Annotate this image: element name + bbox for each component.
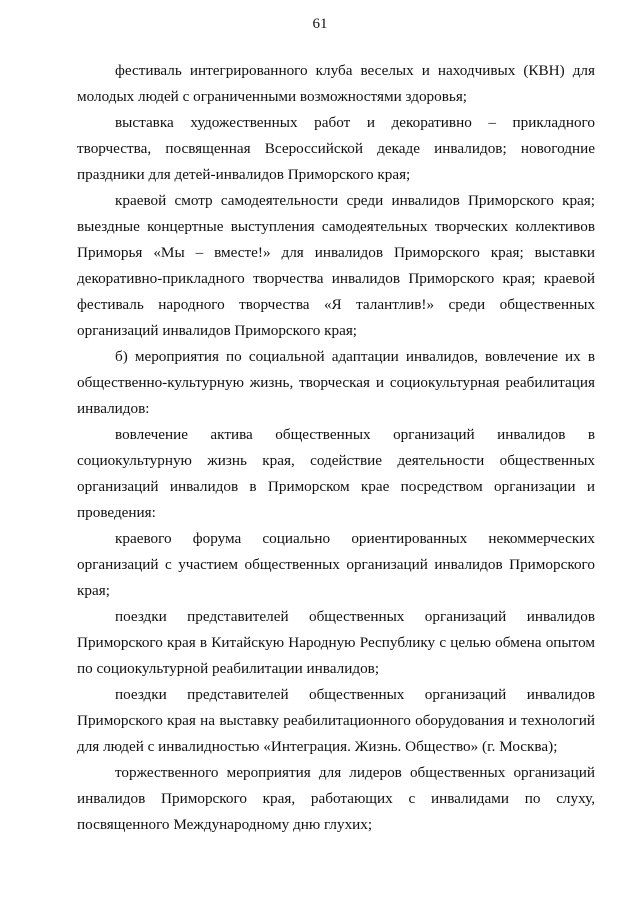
paragraph-kvn-festival: фестиваль интегрированного клуба веселых и находчивых (КВН) для молодых людей с ограниченными возможностями здоровья; [77, 62, 595, 105]
paragraph-social-adaptation: б) мероприятия по социальной адаптации инвалидов, вовлечение их в общественно-культурную жизнь, творческая и социокультурная реабилитация инвалидов: [77, 348, 595, 417]
paragraph-trip-moscow: поездки представителей общественных организаций инвалидов Приморского края на выставку реабилитационного оборудования и технологий для людей с инвалидностью «Интеграция. Жизнь. Общество» (г. Москва); [77, 686, 595, 755]
paragraph-regional-forum: краевого форума социально ориентированных некоммерческих организаций с участием общественных организаций инвалидов Приморского края; [77, 530, 595, 599]
paragraph-art-exhibition: выставка художественных работ и декоративно – прикладного творчества, посвященная Всероссийской декаде инвалидов; новогодние праздники для детей-инвалидов Приморского края; [77, 114, 595, 183]
paragraph-trip-china: поездки представителей общественных организаций инвалидов Приморского края в Китайскую Народную Республику с целью обмена опытом по социокультурной реабилитации инвалидов; [77, 608, 595, 677]
page-number: 61 [312, 16, 328, 32]
paragraph-deaf-day: торжественного мероприятия для лидеров общественных организаций инвалидов Приморского края, работающих с инвалидами по слуху, посвященного Международному дню глухих; [77, 764, 595, 833]
paragraph-amateur-review: краевой смотр самодеятельности среди инвалидов Приморского края; выездные концертные выступления самодеятельных творческих коллективов Приморья «Мы – вместе!» для инвалидов Приморского края; выставки декоративно-прикладного творчества инвалидов Приморского края; краевой фестиваль народного творчества «Я талантлив!» среди общественных организаций инвалидов Приморского края; [77, 192, 595, 339]
paragraph-involvement: вовлечение актива общественных организаций инвалидов в социокультурную жизнь края, содействие деятельности общественных организаций инвалидов в Приморском крае посредством организации и проведения: [77, 426, 595, 521]
document-body [77, 58, 595, 838]
